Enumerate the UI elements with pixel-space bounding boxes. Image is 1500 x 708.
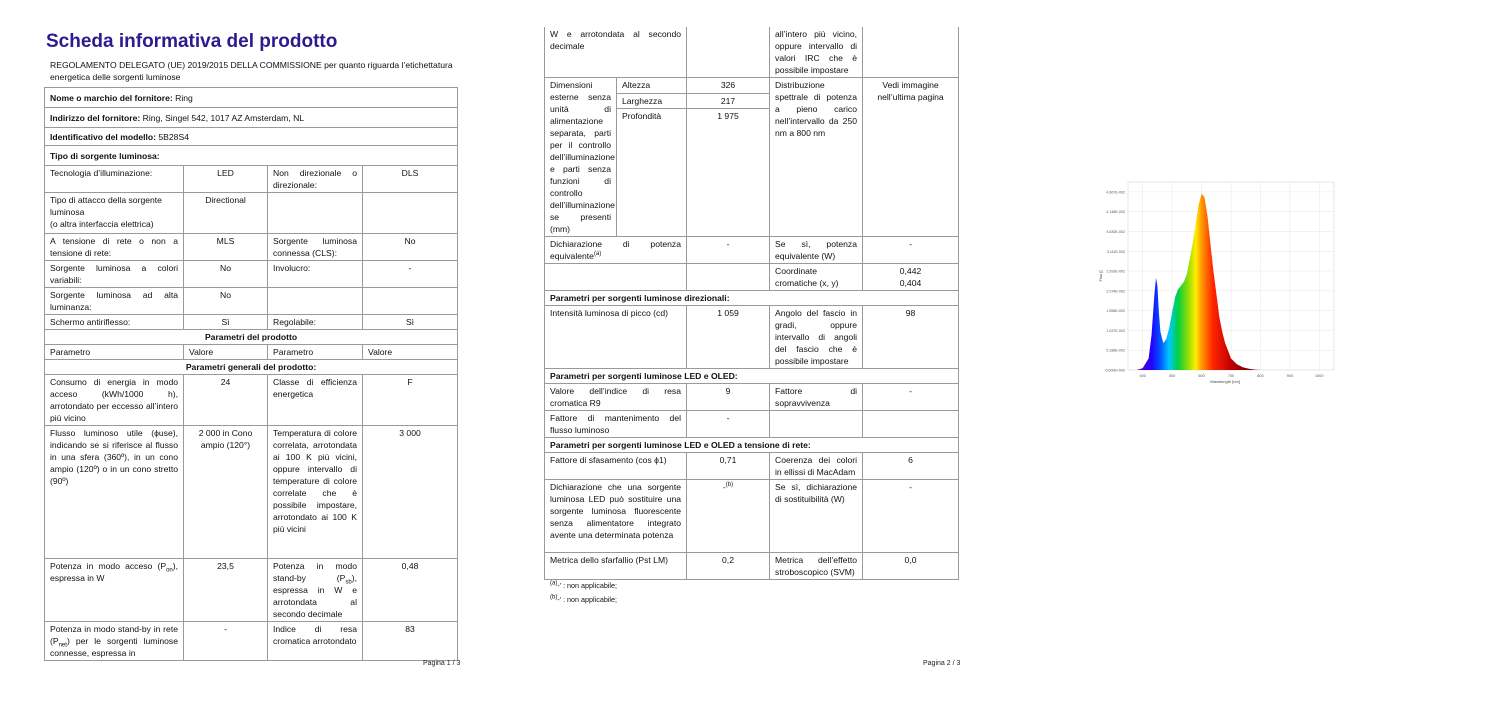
cap-label-line1: Tipo di attacco della sorgente luminosa bbox=[50, 195, 162, 217]
replacement-label: Dichiarazione che una sorgente luminosa LED può sostituire una sorgente luminosa fluorescente senza alimentatore integrato avente una determinata potenza bbox=[545, 480, 687, 553]
spectrum-chart bbox=[1090, 176, 1342, 392]
glare-value: Sì bbox=[184, 315, 268, 330]
y-tick-label: 4.148E-002 bbox=[1106, 210, 1125, 215]
address-label: Indirizzo del fornitore: bbox=[50, 113, 141, 123]
stroboscopic-value: 0,0 bbox=[863, 553, 959, 580]
replacement-row bbox=[545, 480, 959, 553]
replacement-watt-label: Se sì, dichiarazione di sostituibilità (W) bbox=[770, 480, 863, 553]
power-on-label bbox=[45, 559, 184, 622]
flux-label: Flusso luminoso utile (ϕuse), indicando se si riferisce al flusso in una sfera (360º), in un cono ampio (120º) o in un cono stretto (90º) bbox=[45, 426, 184, 559]
dim-width-value: 217 bbox=[687, 93, 770, 109]
col-value-2: Valore bbox=[363, 345, 458, 360]
chromaticity-y: 0,404 bbox=[899, 278, 922, 288]
col-param-2: Parametro bbox=[268, 345, 363, 360]
directional-header-row bbox=[545, 291, 959, 306]
dim-height-label: Altezza bbox=[617, 78, 687, 94]
cls-value: No bbox=[363, 234, 458, 261]
page-title: Scheda informativa del prodotto bbox=[46, 31, 338, 52]
regulation-text: REGOLAMENTO DELEGATO (UE) 2019/2015 DELLA COMMISSIONE per quanto riguarda l’etichettatura energetica delle sorgenti luminose bbox=[50, 60, 453, 82]
address-row bbox=[45, 108, 458, 128]
page-number-2: Pagina 2 / 3 bbox=[923, 660, 961, 667]
footnote-a-text: -’ : non applicabile; bbox=[557, 581, 618, 590]
replacement-value bbox=[687, 480, 770, 553]
hl-empty-2 bbox=[363, 288, 458, 315]
lm-empty-2 bbox=[863, 411, 959, 438]
lumen-maintenance-value: - bbox=[687, 411, 770, 438]
cct-value: 3 000 bbox=[363, 426, 458, 559]
y-tick-label: 5.186E-002 bbox=[1106, 348, 1125, 353]
chromaticity-label: Coordinate cromatiche (x, y) bbox=[770, 264, 863, 291]
led-header-row bbox=[545, 369, 959, 384]
power-on-label-a: Potenza in modo acceso (P bbox=[50, 561, 167, 571]
continued-empty-2 bbox=[863, 27, 959, 78]
dim-depth-label: Profondità bbox=[617, 109, 687, 237]
source-type-header: Tipo di sorgente luminosa: bbox=[45, 146, 458, 166]
mains-row bbox=[45, 234, 458, 261]
equivalent-power-value: - bbox=[687, 237, 770, 264]
mains-label: A tensione di rete o non a tensione di rete: bbox=[45, 234, 184, 261]
x-tick-label: 700 bbox=[1227, 374, 1235, 378]
glare-label: Schermo antiriflesso: bbox=[45, 315, 184, 330]
y-tick-label: 1.037E-002 bbox=[1106, 328, 1125, 333]
envelope-label: Involucro: bbox=[268, 261, 363, 288]
tech-label: Tecnologia d’illuminazione: bbox=[45, 166, 184, 193]
directional-header: Parametri per sorgenti luminose direzionali: bbox=[545, 291, 959, 306]
footnote-a-sup: (a) bbox=[550, 580, 558, 587]
survival-label: Fattore di sopravvivenza bbox=[770, 384, 863, 411]
standby-label bbox=[268, 559, 363, 622]
replacement-sup: (b) bbox=[725, 482, 734, 489]
y-tick-label: 4.667E-002 bbox=[1106, 190, 1125, 195]
params-product-row bbox=[45, 330, 458, 345]
envelope-value: - bbox=[363, 261, 458, 288]
flux-value: 2 000 in Cono ampio (120°) bbox=[184, 426, 268, 559]
params-general-row bbox=[45, 360, 458, 375]
footnote-a bbox=[550, 579, 617, 593]
cap-empty-2 bbox=[363, 193, 458, 234]
glare-row bbox=[45, 315, 458, 330]
dim-height-row bbox=[545, 78, 959, 94]
y-tick-label: 2.593E-002 bbox=[1106, 269, 1125, 274]
replacement-watt-value: - bbox=[863, 480, 959, 553]
cri-value: 83 bbox=[363, 622, 458, 661]
power-on-row bbox=[45, 559, 458, 622]
efficiency-value: F bbox=[363, 375, 458, 426]
flicker-value: 0,2 bbox=[687, 553, 770, 580]
x-tick-label: 600 bbox=[1198, 374, 1205, 378]
cls-label: Sorgente luminosa connessa (CLS): bbox=[268, 234, 363, 261]
replacement-dash: - bbox=[722, 482, 726, 492]
nondir-value: DLS bbox=[363, 166, 458, 193]
tech-row bbox=[45, 166, 458, 193]
source-type-row bbox=[45, 146, 458, 166]
chromaticity-empty-2 bbox=[687, 264, 770, 291]
supplier-label: Nome o marchio del fornitore: bbox=[50, 93, 173, 103]
product-table-page-2 bbox=[544, 27, 959, 580]
supplier-row bbox=[45, 88, 458, 108]
power-factor-value: 0,71 bbox=[687, 453, 770, 480]
equivalent-watt-value: - bbox=[863, 237, 959, 264]
x-tick-label: 800 bbox=[1257, 374, 1264, 378]
cap-label bbox=[45, 193, 184, 234]
power-on-label-b: ), espressa in W bbox=[50, 561, 178, 583]
cap-label-line2: (o altra interfaccia elettrica) bbox=[50, 219, 154, 229]
footnote-b-text: -’ : non applicabile; bbox=[557, 595, 618, 604]
r9-row bbox=[545, 384, 959, 411]
mains-value: MLS bbox=[184, 234, 268, 261]
x-axis-label: Wavelength [nm] bbox=[1210, 379, 1240, 384]
standby-label-b: ), espressa in W e arrotondata al secondo decimale bbox=[273, 573, 357, 619]
macadam-value: 6 bbox=[863, 453, 959, 480]
model-value: 5B28S4 bbox=[158, 132, 189, 142]
mains-led-header: Parametri per sorgenti luminose LED e OLED a tensione di rete: bbox=[545, 438, 959, 453]
y-tick-label: 1.556E-002 bbox=[1106, 309, 1125, 314]
color-row bbox=[45, 261, 458, 288]
continued-empty-1 bbox=[687, 27, 770, 78]
dimmable-value: Sì bbox=[363, 315, 458, 330]
chromaticity-row bbox=[545, 264, 959, 291]
beam-angle-value: 98 bbox=[863, 306, 959, 369]
footnotes bbox=[550, 579, 617, 607]
high-luminance-row bbox=[45, 288, 458, 315]
cap-value: Directional bbox=[184, 193, 268, 234]
spd-label: Distribuzione spettrale di potenza a pieno carico nell’intervallo da 250 nm a 800 nm bbox=[770, 78, 863, 237]
cap-empty-1 bbox=[268, 193, 363, 234]
network-standby-value: - bbox=[184, 622, 268, 661]
y-tick-label: 2.074E-002 bbox=[1106, 289, 1125, 294]
equivalent-power-text: Dichiarazione di potenza equivalente bbox=[550, 239, 682, 261]
flux-row bbox=[45, 426, 458, 559]
continued-row bbox=[545, 27, 959, 78]
hl-empty-1 bbox=[268, 288, 363, 315]
chromaticity-empty-1 bbox=[545, 264, 687, 291]
dim-height-value: 326 bbox=[687, 78, 770, 94]
params-general-header: Parametri generali del prodotto: bbox=[45, 360, 458, 375]
lumen-maintenance-label: Fattore di mantenimento del flusso luminoso bbox=[545, 411, 687, 438]
y-tick-label: 3.630E-002 bbox=[1106, 229, 1125, 234]
dim-width-label: Larghezza bbox=[617, 93, 687, 109]
consumption-value: 24 bbox=[184, 375, 268, 426]
network-standby-row bbox=[45, 622, 458, 661]
high-luminance-label: Sorgente luminosa ad alta luminanza: bbox=[45, 288, 184, 315]
params-product-header: Parametri del prodotto bbox=[45, 330, 458, 345]
high-luminance-value: No bbox=[184, 288, 268, 315]
standby-value: 0,48 bbox=[363, 559, 458, 622]
supplier-value: Ring bbox=[175, 93, 193, 103]
power-on-sub: on bbox=[166, 567, 173, 574]
lumen-maintenance-row bbox=[545, 411, 959, 438]
nondir-label: Non direzionale o direzionale: bbox=[268, 166, 363, 193]
led-header: Parametri per sorgenti luminose LED e OLED: bbox=[545, 369, 959, 384]
cap-row bbox=[45, 193, 458, 234]
stroboscopic-label: Metrica dell’effetto stroboscopico (SVM) bbox=[770, 553, 863, 580]
cri-label: Indice di resa cromatica arrotondato bbox=[268, 622, 363, 661]
x-tick-label: 400 bbox=[1139, 374, 1146, 378]
network-standby-label-a: Potenza in modo stand-by in rete (P bbox=[50, 624, 178, 646]
dim-depth-value: 1 975 bbox=[687, 109, 770, 237]
consumption-row bbox=[45, 375, 458, 426]
consumption-label: Consumo di energia in modo acceso (kWh/1000 h), arrotondato per eccesso all’intero più vicino bbox=[45, 375, 184, 426]
lm-empty-1 bbox=[770, 411, 863, 438]
tech-value: LED bbox=[184, 166, 268, 193]
standby-label-a: Potenza in modo stand-by (P bbox=[273, 561, 357, 583]
column-header-row bbox=[45, 345, 458, 360]
y-tick-label: 3.111E-002 bbox=[1106, 249, 1125, 254]
network-standby-label-b: ) per le sorgenti luminose connesse, espressa in bbox=[50, 636, 178, 658]
peak-intensity-label: Intensità luminosa di picco (cd) bbox=[545, 306, 687, 369]
spectrum-chart-container bbox=[1090, 176, 1342, 392]
power-factor-label: Fattore di sfasamento (cos ϕ1) bbox=[545, 453, 687, 480]
color-value: No bbox=[184, 261, 268, 288]
power-on-value: 23,5 bbox=[184, 559, 268, 622]
peak-intensity-row bbox=[545, 306, 959, 369]
equivalent-power-sup: (a) bbox=[593, 251, 602, 258]
x-tick-label: 900 bbox=[1286, 374, 1294, 378]
beam-angle-label: Angolo del fascio in gradi, oppure intervallo di angoli del fascio che è possibile impostare bbox=[770, 306, 863, 369]
r9-label: Valore dell’indice di resa cromatica R9 bbox=[545, 384, 687, 411]
standby-sub: sb bbox=[345, 579, 352, 586]
equivalent-power-row bbox=[545, 237, 959, 264]
flicker-row bbox=[545, 553, 959, 580]
spd-value: Vedi immagine nell’ultima pagina bbox=[863, 78, 959, 237]
flicker-label: Metrica dello sfarfallio (Pst LM) bbox=[545, 553, 687, 580]
network-standby-label bbox=[45, 622, 184, 661]
page-number-1: Pagina 1 / 3 bbox=[423, 660, 461, 667]
x-tick-label: 1000 bbox=[1315, 374, 1324, 378]
x-tick-label: 500 bbox=[1168, 374, 1176, 378]
footnote-b-sup: (b) bbox=[550, 594, 558, 601]
chromaticity-value bbox=[863, 264, 959, 291]
y-axis-label: Flux [] bbox=[1098, 270, 1103, 282]
macadam-label: Coerenza dei colori in ellissi di MacAdam bbox=[770, 453, 863, 480]
col-value-1: Valore bbox=[184, 345, 268, 360]
network-standby-sub: net bbox=[58, 642, 67, 649]
col-param-1: Parametro bbox=[45, 345, 184, 360]
footnote-b bbox=[550, 593, 617, 607]
mains-led-header-row bbox=[545, 438, 959, 453]
model-row bbox=[45, 128, 458, 146]
dimensions-label: Dimensioni esterne senza unità di alimentazione separata, parti per il controllo dell’illuminazione e parti senza funzioni di controllo dell’illuminazione se presenti (mm) bbox=[545, 78, 617, 237]
address-value: Ring, Singel 542, 1017 AZ Amsterdam, NL bbox=[142, 113, 305, 123]
cct-label: Temperatura di colore correlata, arrotondata ai 100 K più vicini, oppure intervallo di temperature di colore correlate che è possibile impostare, arrotondato ai 100 K più vicini bbox=[268, 426, 363, 559]
continued-right: all’intero più vicino, oppure intervallo di valori IRC che è possibile impostare bbox=[770, 27, 863, 78]
equivalent-watt-label: Se sì, potenza equivalente (W) bbox=[770, 237, 863, 264]
product-table-page-1 bbox=[44, 87, 458, 661]
model-label: Identificativo del modello: bbox=[50, 132, 156, 142]
equivalent-power-label bbox=[545, 237, 687, 264]
chromaticity-x: 0,442 bbox=[899, 266, 922, 276]
peak-intensity-value: 1 059 bbox=[687, 306, 770, 369]
dimmable-label: Regolabile: bbox=[268, 315, 363, 330]
survival-value: - bbox=[863, 384, 959, 411]
y-tick-label: 0.000E+000 bbox=[1105, 368, 1125, 373]
power-factor-row bbox=[545, 453, 959, 480]
color-label: Sorgente luminosa a colori variabili: bbox=[45, 261, 184, 288]
continued-left: W e arrotondata al secondo decimale bbox=[545, 27, 687, 78]
r9-value: 9 bbox=[687, 384, 770, 411]
efficiency-label: Classe di efficienza energetica bbox=[268, 375, 363, 426]
